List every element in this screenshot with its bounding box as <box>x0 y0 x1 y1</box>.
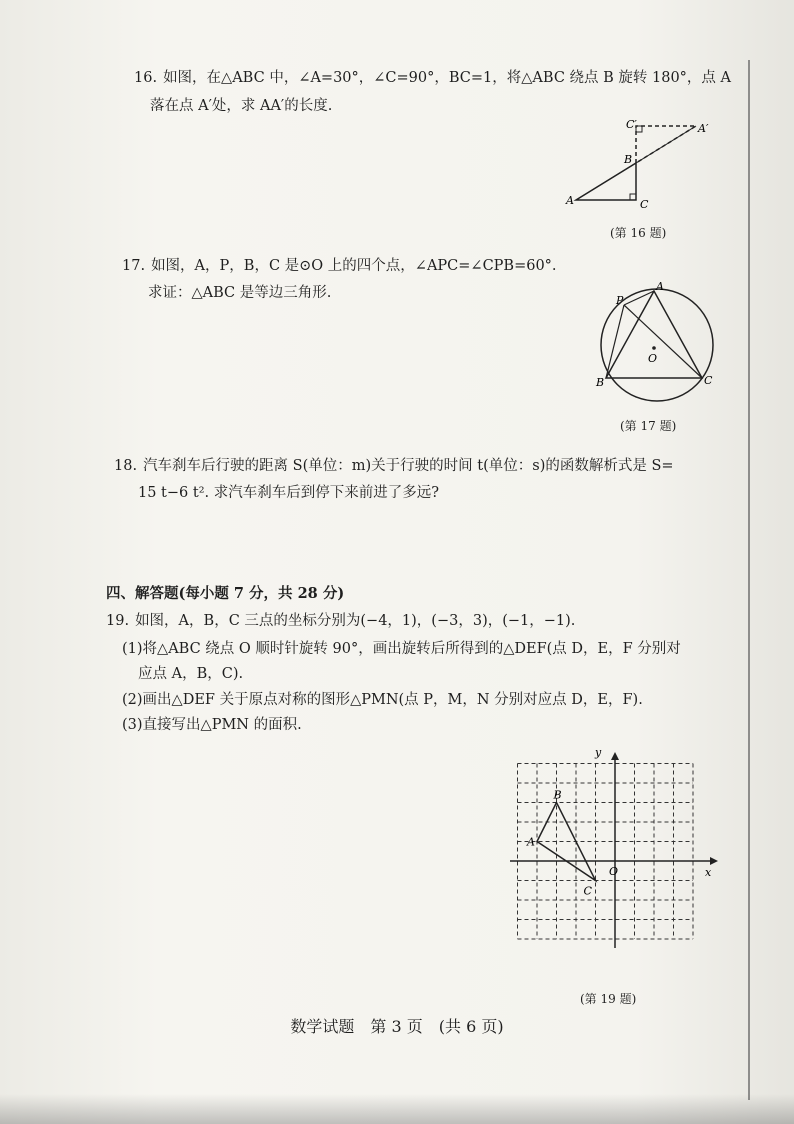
q17-segment-pc <box>624 305 702 378</box>
q19-part1a: (1)将△ABC 绕点 O 顺时针旋转 90°，画出旋转后所得到的△DEF(点 D，E，F 分别对 <box>122 641 681 657</box>
q19-x-arrow <box>710 857 718 865</box>
q17-number: 17. <box>122 258 146 274</box>
q16-number: 16. <box>134 70 158 86</box>
q17-line2: 求证：△ABC 是等边三角形. <box>148 285 332 301</box>
page-edge-line <box>748 60 750 1100</box>
q17-label-b: B <box>596 376 605 389</box>
q19-y-arrow <box>611 752 619 760</box>
q18-number: 18. <box>114 458 138 474</box>
section4-title: 四、解答题(每小题 7 分，共 28 分) <box>106 585 345 602</box>
q16-label-a: A <box>566 194 574 207</box>
q19-label-a: A <box>527 835 535 849</box>
page-bottom-shadow <box>0 1094 794 1124</box>
q19-line1 <box>106 611 575 631</box>
page-footer: 数学试题 第 3 页 (共 6 页) <box>290 1017 504 1036</box>
q19-caption: (第 19 题) <box>580 992 637 1006</box>
q19-label-y: y <box>595 748 602 759</box>
q16-label-a-prime: A′ <box>698 122 709 135</box>
q16-label-c: C <box>640 198 649 211</box>
q16-text-line1: 如图，在△ABC 中，∠A=30°，∠C=90°，BC=1，将△ABC 绕点 B 旋转 180°，点 A <box>163 70 732 86</box>
q19-part3: (3)直接写出△PMN 的面积. <box>122 717 302 733</box>
q17-label-o: O <box>648 352 658 365</box>
q19-grid <box>518 764 694 940</box>
q19-part1b: 应点 A，B，C). <box>138 666 244 682</box>
q17-label-p: P <box>616 294 624 307</box>
q16-figure <box>560 118 720 213</box>
q19-label-x: x <box>705 866 712 879</box>
q17-figure <box>590 280 730 405</box>
q19-number: 19. <box>106 613 130 629</box>
q16-right-angle-c <box>630 194 636 200</box>
q16-line2: 落在点 A′处，求 AA′的长度. <box>150 98 333 114</box>
q17-text-line1: 如图，A，P，B，C 是⊙O 上的四个点，∠APC=∠CPB=60°. <box>151 258 557 274</box>
q18-text-line1: 汽车刹车后行驶的距离 S(单位：m)关于行驶的时间 t(单位：s)的函数解析式是 S= <box>143 458 674 474</box>
q16-label-c-prime: C′ <box>626 118 637 131</box>
q16-caption: (第 16 题) <box>610 226 667 240</box>
q19-label-b: B <box>553 788 562 802</box>
q17-caption: (第 17 题) <box>620 419 677 433</box>
q17-label-c: C <box>704 374 713 387</box>
q18-line2: 15 t−6 t². 求汽车刹车后到停下来前进了多远? <box>138 485 440 501</box>
q17-line1 <box>122 256 557 276</box>
q19-text-line1: 如图，A，B，C 三点的坐标分别为(−4，1)，(−3，3)，(−1，−1). <box>135 613 576 629</box>
q17-center-dot <box>652 346 656 350</box>
q19-label-o: O <box>609 865 619 878</box>
q16-label-b: B <box>624 153 633 166</box>
q16-line1 <box>134 68 731 88</box>
q18-line1 <box>114 456 674 476</box>
q19-figure <box>505 748 720 958</box>
q19-label-c: C <box>583 884 592 898</box>
q19-part2: (2)画出△DEF 关于原点对称的图形△PMN(点 P，M，N 分别对应点 D，E，F). <box>122 692 643 708</box>
q17-label-a: A <box>656 280 664 293</box>
